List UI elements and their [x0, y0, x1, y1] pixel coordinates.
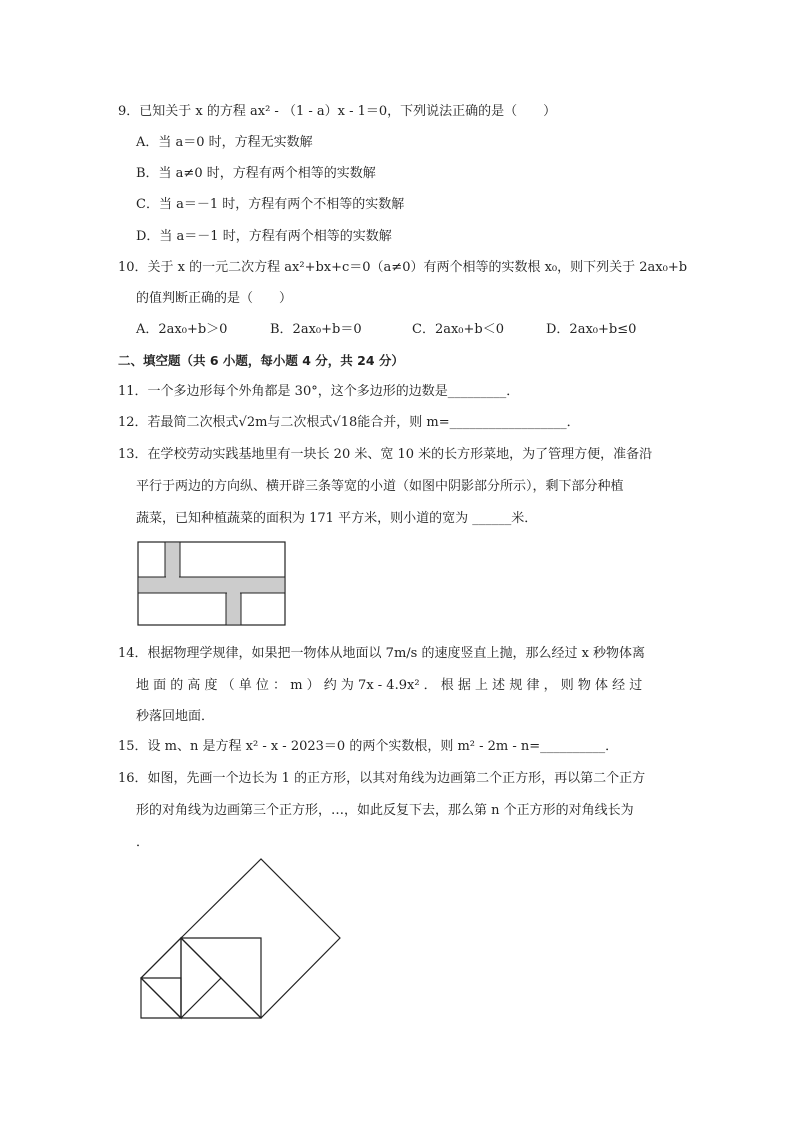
q16-line3: ． — [136, 835, 150, 850]
q9-stem: 9．已知关于 x 的方程 ax² - （1 - a）x - 1＝0，下列说法正确的是（ ） — [118, 104, 557, 119]
q10-stem-line2: 的值判断正确的是（ ） — [136, 291, 293, 306]
q13-line3: 蔬菜，已知种植蔬菜的面积为 171 平方米，则小道的宽为 ______米． — [136, 511, 538, 526]
vertical-path-top — [165, 542, 180, 577]
q16-squares-figure — [138, 856, 344, 1022]
horizontal-path — [138, 577, 285, 593]
q16-line1: 16．如图，先画一个边长为 1 的正方形，以其对角线为边画第二个正方形，再以第二个正方 — [118, 771, 646, 786]
q13-field-figure — [137, 541, 287, 627]
section-heading-fill-in: 二、填空题（共 6 小题，每小题 4 分，共 24 分） — [118, 353, 404, 368]
vertical-path-bottom — [226, 593, 241, 625]
q10-option-c: C．2ax₀+b＜0 — [412, 322, 504, 337]
q9-option-a: A．当 a＝0 时，方程无实数解 — [136, 135, 313, 150]
q12-text: 12．若最简二次根式√2m与二次根式√18能合并，则 m=__________________． — [118, 415, 580, 430]
q9-option-b: B．当 a≠0 时，方程有两个相等的实数解 — [136, 166, 376, 181]
q11-text: 11．一个多边形每个外角都是 30°，这个多边形的边数是_________． — [118, 384, 520, 399]
q9-option-d: D．当 a＝－1 时，方程有两个相等的实数解 — [136, 229, 392, 244]
q14-line2: 地 面 的 高 度 （ 单 位 ： m ） 约 为 7x - 4.9x² ． 根 据 上 述 规 律 ， 则 物 体 经 过 — [136, 678, 643, 693]
q16-line2: 形的对角线为边画第三个正方形，…，如此反复下去，那么第 n 个正方形的对角线长为 — [136, 803, 634, 818]
q14-line3: 秒落回地面． — [136, 709, 215, 724]
q10-option-a: A．2ax₀+b＞0 — [136, 322, 228, 337]
q14-line1: 14．根据物理学规律，如果把一物体从地面以 7m/s 的速度竖直上抛，那么经过 x 秒物体离 — [118, 646, 646, 661]
q9-option-c: C．当 a＝－1 时，方程有两个不相等的实数解 — [136, 197, 405, 212]
q10-option-d: D．2ax₀+b≤0 — [546, 322, 637, 337]
q13-line2: 平行于两边的方向纵、横开辟三条等宽的小道（如图中阴影部分所示），剩下部分种植 — [136, 479, 624, 494]
q10-option-b: B．2ax₀+b＝0 — [270, 322, 362, 337]
q10-stem-line1: 10．关于 x 的一元二次方程 ax²+bx+c＝0（a≠0）有两个相等的实数根 x₀，则下列关于 2ax₀+b — [118, 260, 688, 275]
q13-line1: 13．在学校劳动实践基地里有一块长 20 米、宽 10 米的长方形菜地，为了管理方便，准备沿 — [118, 447, 653, 462]
q15-text: 15．设 m、n 是方程 x² - x - 2023＝0 的两个实数根，则 m² - 2m - n=__________． — [118, 739, 619, 754]
